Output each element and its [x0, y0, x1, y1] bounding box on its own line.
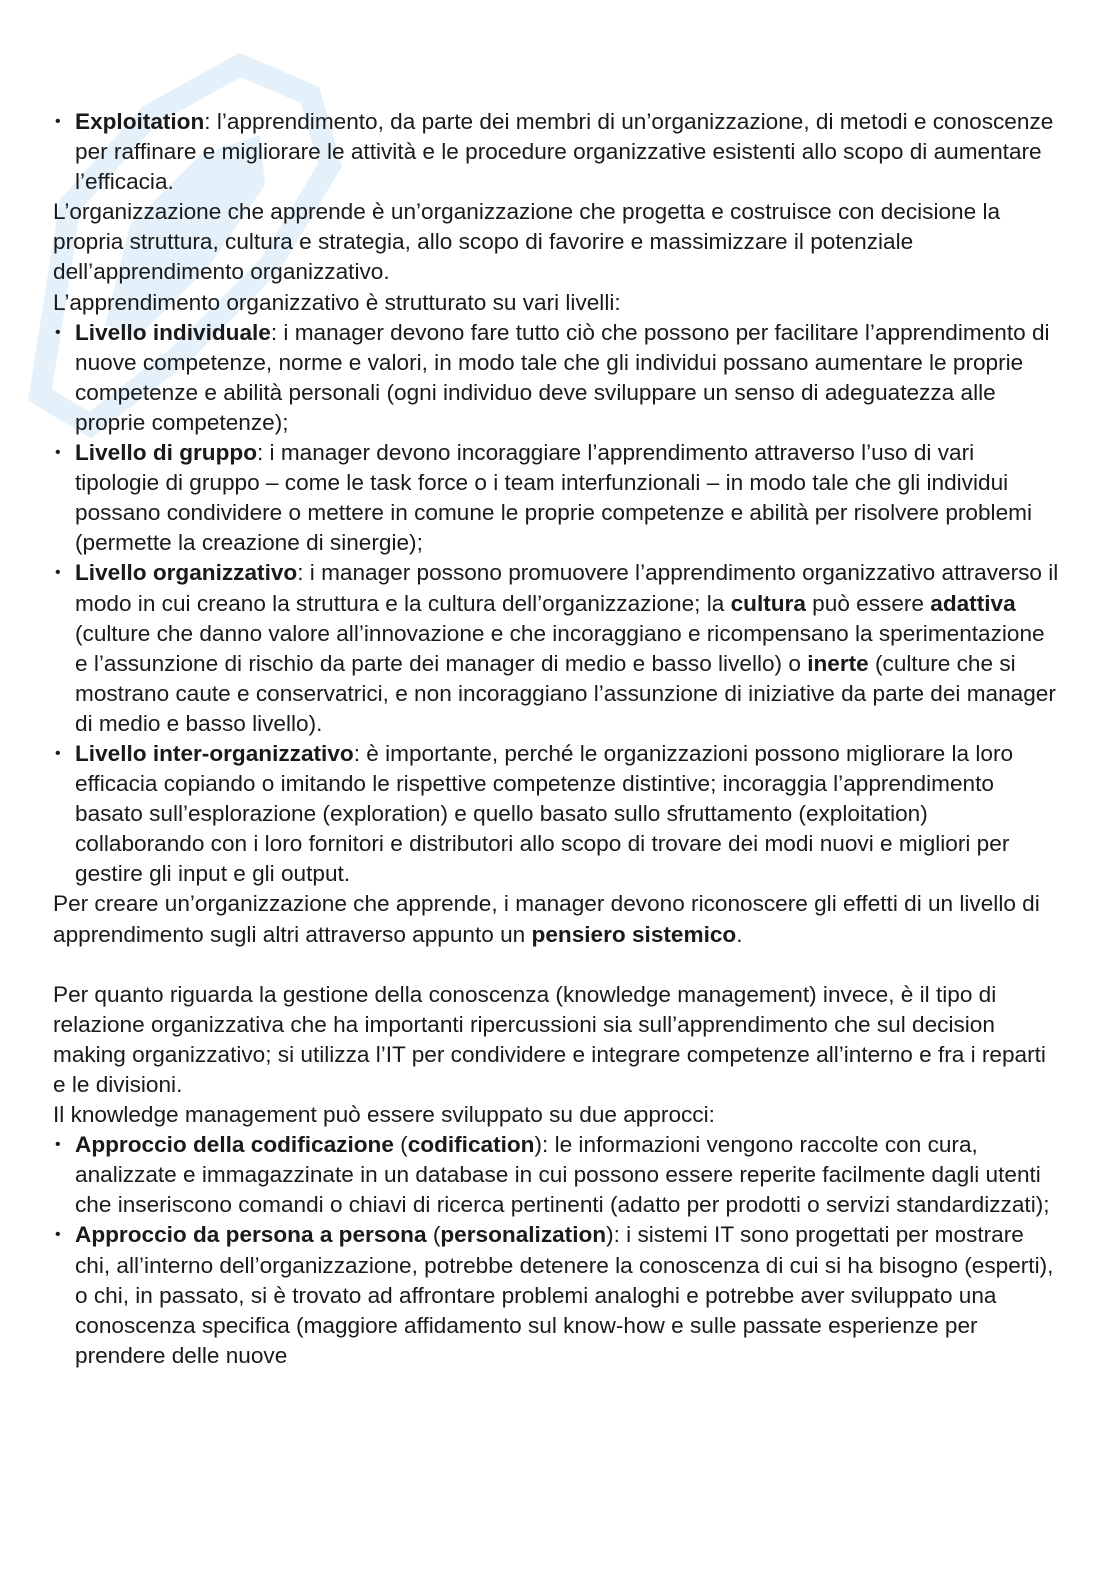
text-run: L’apprendimento organizzativo è strutturato su vari livelli:	[53, 289, 621, 315]
bold-term: pensiero sistemico	[531, 921, 737, 947]
bold-term: codification	[407, 1132, 535, 1158]
text-run: : i manager devono incoraggiare l’apprendimento attraverso l’uso di vari tipologie di gruppo – come le task force o i team interfunzionali – in modo tale che gli individui possano condividere o mettere in comune le proprie competenze e abilità per risolvere problemi (permette la creazione di sinergie);	[75, 440, 1032, 556]
bullet-item	[53, 558, 1063, 739]
text-run: : i manager devono fare tutto ciò che possono per facilitare l’apprendimento di nuove competenze, norme e valori, in modo tale che gli individui possano aumentare le proprie competenze e abilità personali (ogni individuo deve sviluppare un senso di adeguatezza alle proprie competenze);	[75, 319, 1050, 435]
text-run: Per creare un’organizzazione che apprende, i manager devono riconoscere gli effetti di un livello di apprendimento sugli altri attraverso appunto un	[53, 891, 1040, 947]
text-run: (	[426, 1222, 441, 1248]
text-run: può essere	[805, 590, 931, 616]
text-run: : è importante, perché le organizzazioni possono migliorare la loro efficacia copiando o imitando le rispettive competenze distintive; incoraggia l’apprendimento basato sull’esplorazione (exploration) e quello basato sullo sfruttamento (exploitation) collaborando con i loro fornitori e distributori allo scopo di trovare dei modi nuovi e migliori per gestire gli input e gli output.	[75, 740, 1014, 887]
bullet-item	[53, 107, 1063, 197]
bold-term: Approccio della codificazione	[75, 1132, 394, 1158]
bullet-item	[53, 739, 1063, 889]
bullet-item	[53, 1130, 1063, 1220]
paragraph-gap	[53, 950, 1063, 980]
paragraph	[53, 980, 1063, 1100]
text-run: (culture che si mostrano caute e conservatrici, e non incoraggiano l’assunzione di iniziative da parte dei manager di medio e basso livello).	[75, 650, 1056, 736]
bold-term: Livello inter-organizzativo	[75, 740, 354, 766]
bold-term: Exploitation	[75, 109, 205, 134]
text-run: : i manager possono promuovere l’apprendimento organizzativo attraverso il modo in cui creano la struttura e la cultura dell’organizzazione; la	[75, 560, 1059, 616]
bold-term: adattiva	[930, 590, 1016, 616]
text-run: Per quanto riguarda la gestione della conoscenza (knowledge management) invece, è il tipo di relazione organizzativa che ha importanti ripercussioni sia sull’apprendimento che sul decision making organizzativo; si utilizza l’IT per condividere e integrare competenze all’interno e fra i reparti e le divisioni.	[53, 981, 1046, 1097]
text-run: ): le informazioni vengono raccolte con cura, analizzate e immagazzinate in un database in cui possono essere reperite facilmente dagli utenti che inseriscono comandi o chiavi di ricerca pertinenti (adatto per prodotti o servizi standardizzati);	[75, 1132, 1050, 1218]
text-run: .	[736, 921, 743, 947]
bullet-item	[53, 438, 1063, 558]
bullet-item	[53, 318, 1063, 438]
bold-term: Livello di gruppo	[75, 440, 257, 466]
paragraph	[53, 1100, 1063, 1130]
text-run: (culture che danno valore all’innovazione e che incoraggiano e ricompensano la sperimentazione e l’assunzione di rischio da parte dei manager di medio e basso livello) o	[75, 620, 1045, 676]
bold-term: Approccio da persona a persona	[75, 1222, 427, 1248]
bold-term: cultura	[730, 590, 806, 616]
bold-term: personalization	[440, 1222, 607, 1248]
bold-term: Livello organizzativo	[75, 560, 298, 586]
bold-term: Livello individuale	[75, 319, 271, 345]
text-run: L’organizzazione che apprende è un’organizzazione che progetta e costruisce con decisione la propria struttura, cultura e strategia, allo scopo di favorire e massimizzare il potenziale dell’apprendimento organizzativo.	[53, 199, 1001, 285]
paragraph	[53, 889, 1063, 949]
document-body	[53, 107, 1063, 1371]
text-run: (	[393, 1132, 408, 1158]
paragraph	[53, 288, 1063, 318]
text-run: : l’apprendimento, da parte dei membri di un’organizzazione, di metodi e conoscenze per raffinare e migliorare le attività e le procedure organizzative esistenti allo scopo di aumentare l’efficacia.	[75, 109, 1054, 195]
bold-term: inerte	[807, 650, 869, 676]
paragraph	[53, 197, 1063, 287]
text-run: ): i sistemi IT sono progettati per mostrare chi, all’interno dell’organizzazione, potrebbe detenere la conoscenza di cui si ha bisogno (esperti), o chi, in passato, si è trovato ad affrontare problemi analoghi e potrebbe aver sviluppato una conoscenza specifica (maggiore affidamento sul know-how e sulle passate esperienze per prendere delle nuove	[75, 1222, 1054, 1368]
bullet-item	[53, 1220, 1063, 1370]
text-run: Il knowledge management può essere sviluppato su due approcci:	[53, 1102, 715, 1128]
